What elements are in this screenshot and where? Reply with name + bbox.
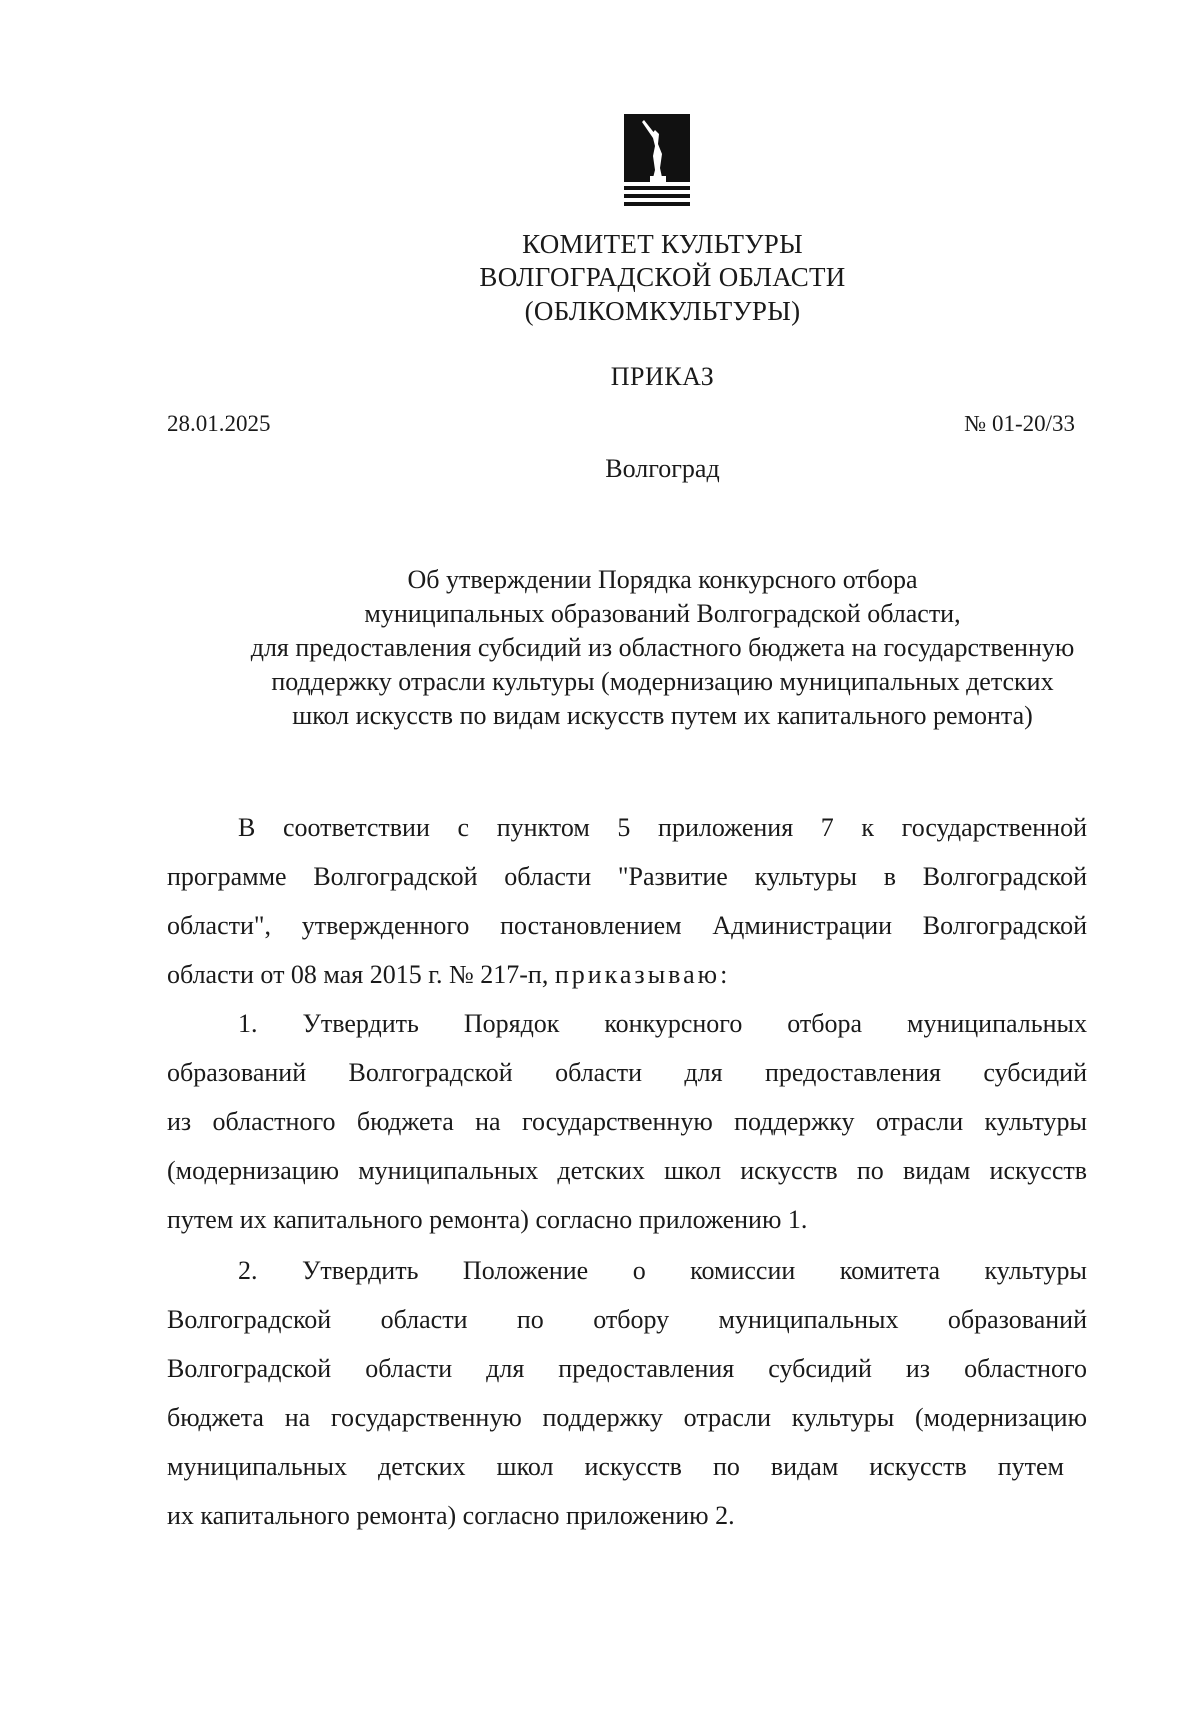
item1-line: из областного бюджета на государственную поддержку отрасли культуры — [167, 1107, 1087, 1136]
org-name-line2: ВОЛГОГРАДСКОЙ ОБЛАСТИ — [479, 262, 846, 292]
item2-line: бюджета на государственную поддержку отрасли культуры (модернизацию — [167, 1403, 1087, 1432]
org-name-line1: КОМИТЕТ КУЛЬТУРЫ — [522, 229, 803, 259]
item1-line: путем их капитального ремонта) согласно приложению 1. — [167, 1205, 808, 1234]
subject-line: поддержку отрасли культуры (модернизацию муниципальных детских — [271, 667, 1054, 696]
item2-line: Волгоградской области по отбору муниципальных образований — [167, 1305, 1087, 1334]
subject-line: муниципальных образований Волгоградской области, — [364, 599, 961, 628]
preamble-line: области от 08 мая 2015 г. № 217-п, — [167, 960, 549, 989]
item1-line: образований Волгоградской области для предоставления субсидий — [167, 1058, 1087, 1087]
document-city: Волгоград — [605, 454, 720, 483]
item2-line: муниципальных детских школ искусств по видам искусств путем — [167, 1452, 1064, 1481]
org-name-line3: (ОБЛКОМКУЛЬТУРЫ) — [524, 296, 801, 326]
document-subject — [0, 563, 1200, 733]
preamble-line: программе Волгоградской области "Развитие культуры в Волгоградской — [167, 862, 1087, 891]
subject-line: школ искусств по видам искусств путем их капитального ремонта) — [292, 701, 1033, 730]
preamble-line: В соответствии с пунктом 5 приложения 7 к государственной — [238, 813, 1087, 842]
document-date: 28.01.2025 — [167, 411, 271, 436]
coat-of-arms-icon — [622, 112, 692, 212]
item2-line: Волгоградской области для предоставления субсидий из областного — [167, 1354, 1087, 1383]
item2-line: их капитального ремонта) согласно приложению 2. — [167, 1501, 735, 1530]
item2-line: 2. Утвердить Положение о комиссии комитета культуры — [238, 1256, 1087, 1285]
preamble-last-line — [167, 960, 1087, 990]
preamble-line: области", утвержденного постановлением Администрации Волгоградской — [167, 911, 1087, 940]
subject-line: Об утверждении Порядка конкурсного отбора — [407, 565, 918, 594]
item1-line: 1. Утвердить Порядок конкурсного отбора муниципальных — [238, 1009, 1087, 1038]
document-type: ПРИКАЗ — [610, 362, 715, 391]
document-number: № 01-20/33 — [964, 411, 1075, 436]
item1-line: (модернизацию муниципальных детских школ искусств по видам искусств — [167, 1156, 1087, 1185]
subject-line: для предоставления субсидий из областного бюджета на государственную — [250, 633, 1075, 662]
order-word: приказываю: — [554, 960, 731, 989]
